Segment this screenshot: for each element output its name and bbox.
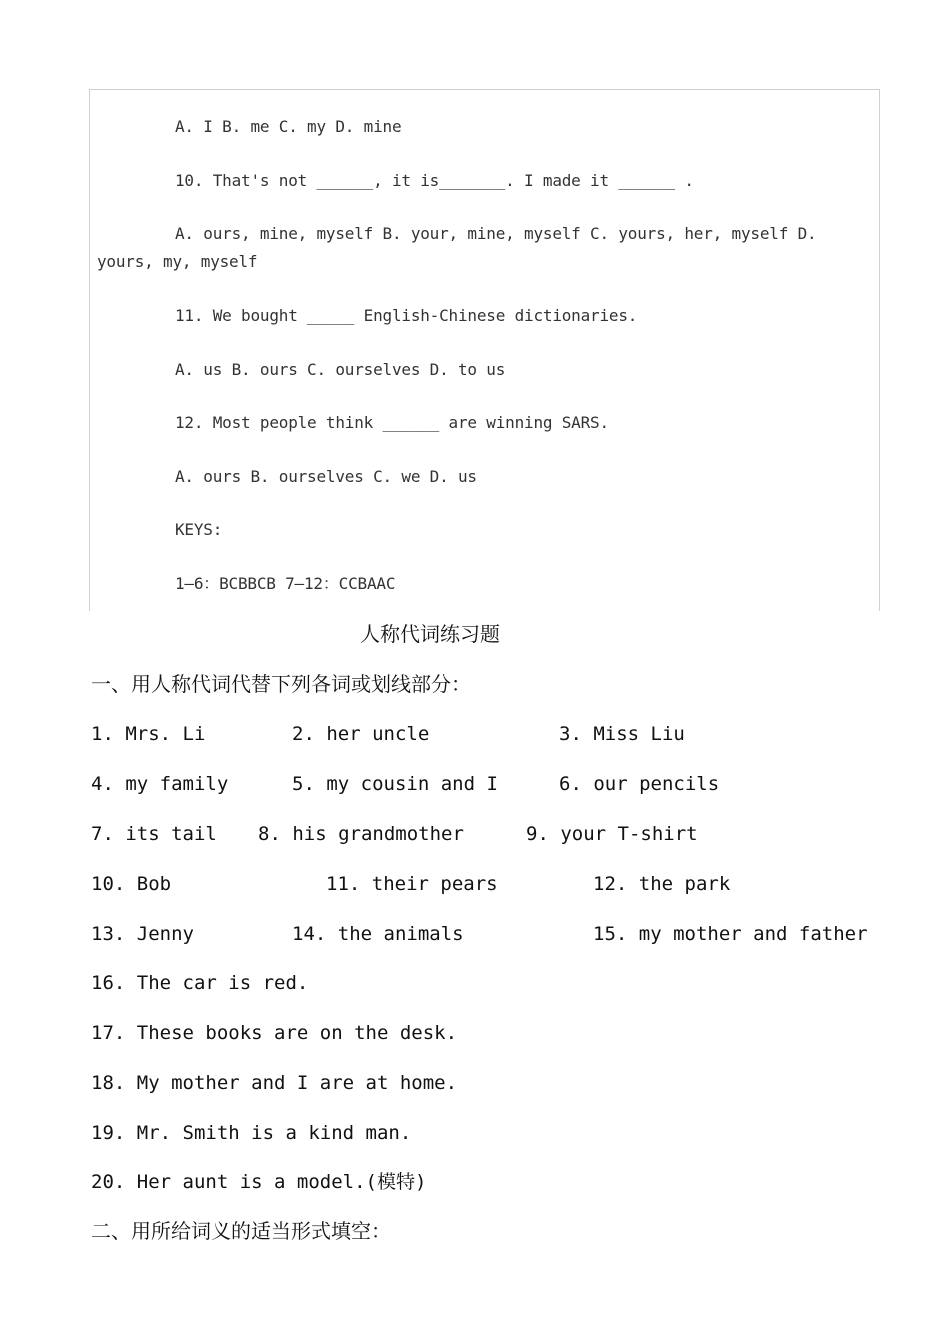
- exercise-item: 20. Her aunt is a model.(模特): [91, 1171, 427, 1193]
- exercise-item: 4. my family: [91, 773, 229, 795]
- exercise-item: 10. Bob: [91, 873, 172, 895]
- exercise-item: 9. your T-shirt: [526, 823, 698, 845]
- exercise-item: 19. Mr. Smith is a kind man.: [91, 1122, 412, 1144]
- exercise-item: 8. his grandmother: [258, 823, 464, 845]
- box-line-question-11: 11. We bought _____ English-Chinese dictionaries.: [175, 306, 638, 325]
- box-line-options-9: A. I B. me C. my D. mine: [175, 117, 402, 136]
- exercise-item: 13. Jenny: [91, 923, 194, 945]
- exercise-item: 17. These books are on the desk.: [91, 1022, 458, 1044]
- exercise-item: 15. my mother and father: [593, 923, 868, 945]
- exercise-item: 12. the park: [593, 873, 731, 895]
- exercise-item: 2. her uncle: [292, 723, 430, 745]
- exercise-item: 1. Mrs. Li: [91, 723, 206, 745]
- exercise-item: 16. The car is red.: [91, 972, 309, 994]
- box-line-keys: 1—6：BCBBCB 7—12：CCBAAC: [175, 574, 396, 593]
- box-line-question-10: 10. That's not ______, it is_______. I made it ______ .: [175, 171, 694, 190]
- box-line-options-12: A. ours B. ourselves C. we D. us: [175, 467, 477, 486]
- box-line-options-11: A. us B. ours C. ourselves D. to us: [175, 360, 506, 379]
- box-line-options-10: A. ours, mine, myself B. your, mine, myself C. yours, her, myself D. yours, my, myself: [97, 224, 817, 271]
- box-line-keys-label: KEYS:: [175, 520, 223, 539]
- exercise-item: 14. the animals: [292, 923, 464, 945]
- exercise-item: 7. its tail: [91, 823, 217, 845]
- exercise-item: 6. our pencils: [559, 773, 720, 795]
- section1-heading: 一、用人称代词代替下列各词或划线部分：: [91, 672, 471, 696]
- box-line-question-12: 12. Most people think ______ are winning SARS.: [175, 413, 609, 432]
- exercise-item: 18. My mother and I are at home.: [91, 1072, 458, 1094]
- exercise-item: 3. Miss Liu: [559, 723, 685, 745]
- exercise-item: 11. their pears: [326, 873, 498, 895]
- exercise-item: 5. my cousin and I: [292, 773, 498, 795]
- section2-heading: 二、用所给词义的适当形式填空：: [91, 1219, 391, 1243]
- page-title: 人称代词练习题: [360, 622, 500, 646]
